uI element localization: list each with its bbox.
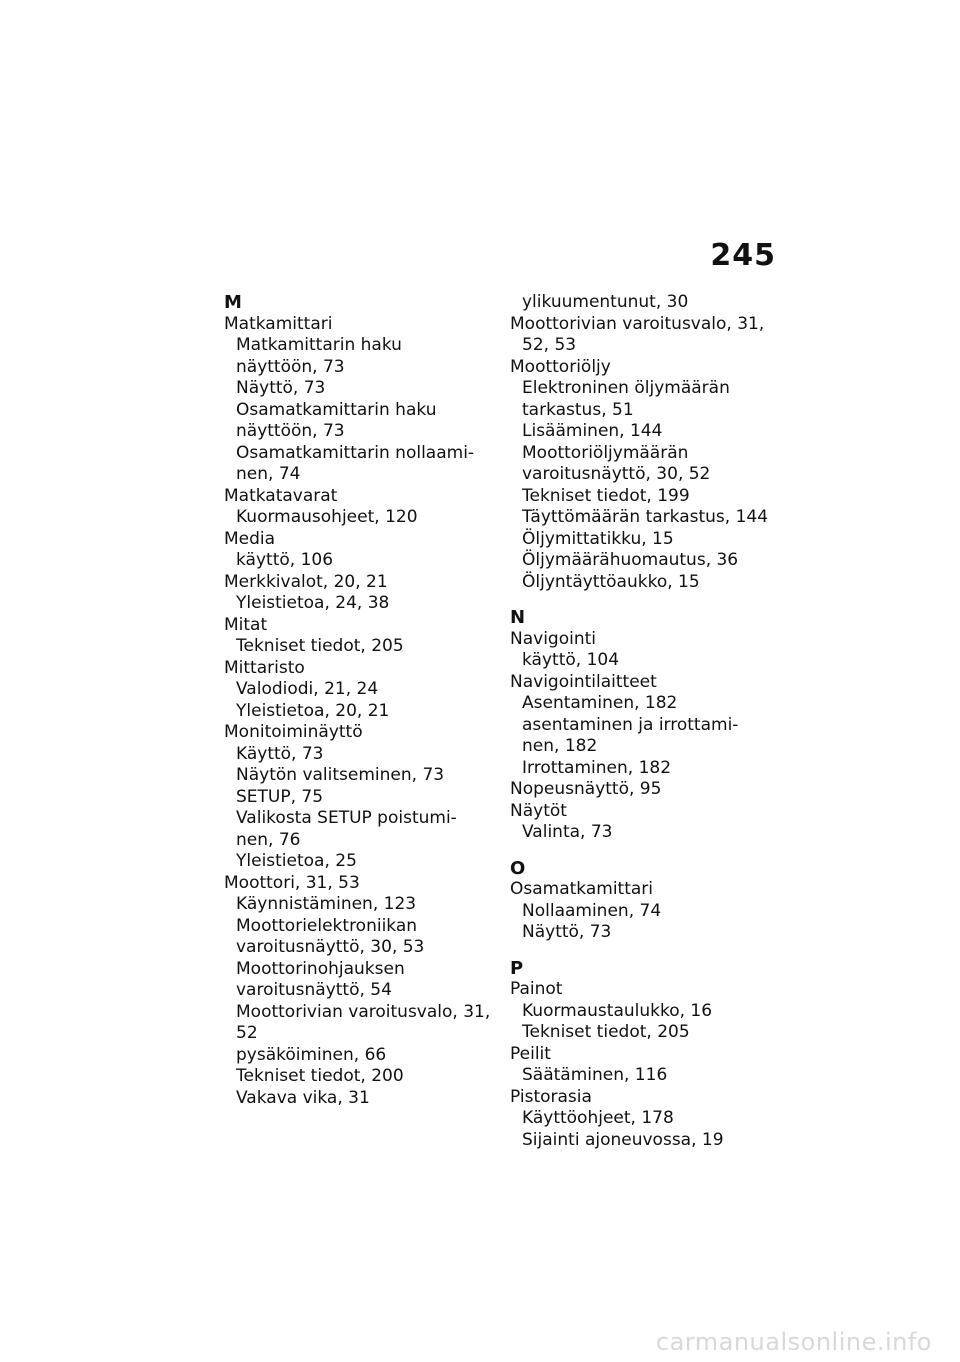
index-subentry: Valodiodi, 21, 24 bbox=[236, 679, 379, 699]
index-subentry: Tekniset tiedot, 205 bbox=[522, 1022, 690, 1042]
index-subentry: nen, 74 bbox=[236, 464, 301, 484]
index-subentry: Moottoriöljymäärän bbox=[522, 442, 689, 463]
index-subentry: Osamatkamittarin nollaami- bbox=[236, 442, 475, 463]
index-subentry: Sijainti ajoneuvossa, 19 bbox=[522, 1129, 724, 1150]
watermark: carmanualsonline.info bbox=[655, 1328, 932, 1356]
index-subentry: Yleistietoa, 20, 21 bbox=[236, 700, 390, 721]
index-letter-heading: N bbox=[510, 607, 526, 628]
index-subentry: Säätäminen, 116 bbox=[522, 1065, 668, 1085]
index-subentry: nen, 182 bbox=[522, 736, 598, 756]
index-subentry: Tekniset tiedot, 199 bbox=[522, 485, 690, 506]
index-letter-heading: P bbox=[510, 957, 524, 979]
index-subentry: Yleistietoa, 24, 38 bbox=[236, 593, 390, 613]
index-subentry: Moottorinohjauksen bbox=[236, 958, 405, 979]
index-entry: Painot bbox=[510, 979, 563, 999]
index-subentry: Asentaminen, 182 bbox=[522, 693, 678, 713]
index-subentry: 52 bbox=[236, 1023, 258, 1043]
index-subentry: Kuormaustaulukko, 16 bbox=[522, 1000, 713, 1021]
index-entry: Näytöt bbox=[510, 800, 567, 821]
index-subentry: varoitusnäyttö, 54 bbox=[236, 980, 392, 1000]
index-subentry: Osamatkamittarin haku bbox=[236, 399, 437, 420]
index-column-right bbox=[510, 292, 782, 1151]
index-subentry: Tekniset tiedot, 205 bbox=[236, 636, 404, 656]
index-subentry: Elektroninen öljymäärän bbox=[522, 378, 730, 398]
page-number: 245 bbox=[710, 238, 776, 273]
index-subentry: Irrottaminen, 182 bbox=[522, 757, 672, 778]
index-subentry: Öljyntäyttöaukko, 15 bbox=[522, 571, 700, 592]
index-subentry: Moottorivian varoitusvalo, 31, bbox=[236, 1001, 491, 1022]
index-entry: Mitat bbox=[224, 614, 268, 635]
index-subentry: Matkamittarin haku bbox=[236, 335, 402, 355]
index-entry: Osamatkamittari bbox=[510, 879, 654, 899]
index-entry: Matkatavarat bbox=[224, 485, 338, 506]
index-subentry: Lisääminen, 144 bbox=[522, 421, 663, 441]
index-subentry: Näyttö, 73 bbox=[522, 922, 612, 942]
index-entry: Media bbox=[224, 528, 276, 549]
index-subentry: näyttöön, 73 bbox=[236, 421, 345, 441]
index-column-left bbox=[224, 292, 496, 1109]
index-subentry: Näytön valitseminen, 73 bbox=[236, 765, 445, 785]
index-entry: Moottoriöljy bbox=[510, 356, 611, 377]
index-letter-heading: O bbox=[510, 857, 526, 879]
index-subentry: tarkastus, 51 bbox=[522, 399, 634, 420]
index-subentry: Valinta, 73 bbox=[522, 822, 613, 842]
index-subentry: ylikuumentunut, 30 bbox=[522, 292, 689, 312]
index-subentry: Öljymittatikku, 15 bbox=[522, 528, 674, 549]
index-letter-heading: M bbox=[224, 292, 242, 313]
index-subentry: käyttö, 106 bbox=[236, 550, 334, 570]
index-subentry: Yleistietoa, 25 bbox=[236, 851, 357, 871]
index-subentry: käyttö, 104 bbox=[522, 650, 620, 670]
index-entry: Moottorivian varoitusvalo, 31, bbox=[510, 313, 765, 334]
index-entry: Monitoiminäyttö bbox=[224, 722, 363, 742]
index-subentry: näyttöön, 73 bbox=[236, 356, 345, 377]
index-subentry: Näyttö, 73 bbox=[236, 378, 326, 398]
index-subentry: Valikosta SETUP poistumi- bbox=[236, 808, 457, 828]
index-subentry: Käyttöohjeet, 178 bbox=[522, 1108, 674, 1128]
index-entry: Merkkivalot, 20, 21 bbox=[224, 571, 388, 592]
index-entry: Moottori, 31, 53 bbox=[224, 872, 360, 893]
index-subentry: varoitusnäyttö, 30, 53 bbox=[236, 937, 425, 957]
index-entry: Pistorasia bbox=[510, 1086, 592, 1107]
index-subentry: asentaminen ja irrottami- bbox=[522, 714, 739, 735]
index-subentry: Täyttömäärän tarkastus, 144 bbox=[522, 507, 769, 527]
index-subentry: Kuormausohjeet, 120 bbox=[236, 507, 418, 527]
index-subentry: SETUP, 75 bbox=[236, 786, 324, 807]
index-subentry: Öljymäärähuomautus, 36 bbox=[522, 550, 739, 570]
index-subentry: varoitusnäyttö, 30, 52 bbox=[522, 464, 711, 484]
index-subentry: 52, 53 bbox=[522, 335, 577, 355]
index-subentry: Tekniset tiedot, 200 bbox=[236, 1066, 404, 1086]
index-entry: Nopeusnäyttö, 95 bbox=[510, 779, 662, 799]
index-subentry: Moottorielektroniikan bbox=[236, 915, 418, 936]
index-subentry: nen, 76 bbox=[236, 829, 301, 850]
index-entry: Peilit bbox=[510, 1043, 551, 1064]
index-entry: Matkamittari bbox=[224, 313, 333, 334]
index-entry: Navigointi bbox=[510, 628, 596, 649]
index-subentry: Käynnistäminen, 123 bbox=[236, 894, 417, 914]
index-subentry: Nollaaminen, 74 bbox=[522, 900, 662, 921]
index-subentry: Vakava vika, 31 bbox=[236, 1087, 370, 1108]
index-subentry: pysäköiminen, 66 bbox=[236, 1044, 387, 1065]
index-entry: Navigointilaitteet bbox=[510, 671, 657, 692]
index-subentry: Käyttö, 73 bbox=[236, 743, 324, 764]
index-entry: Mittaristo bbox=[224, 657, 305, 678]
